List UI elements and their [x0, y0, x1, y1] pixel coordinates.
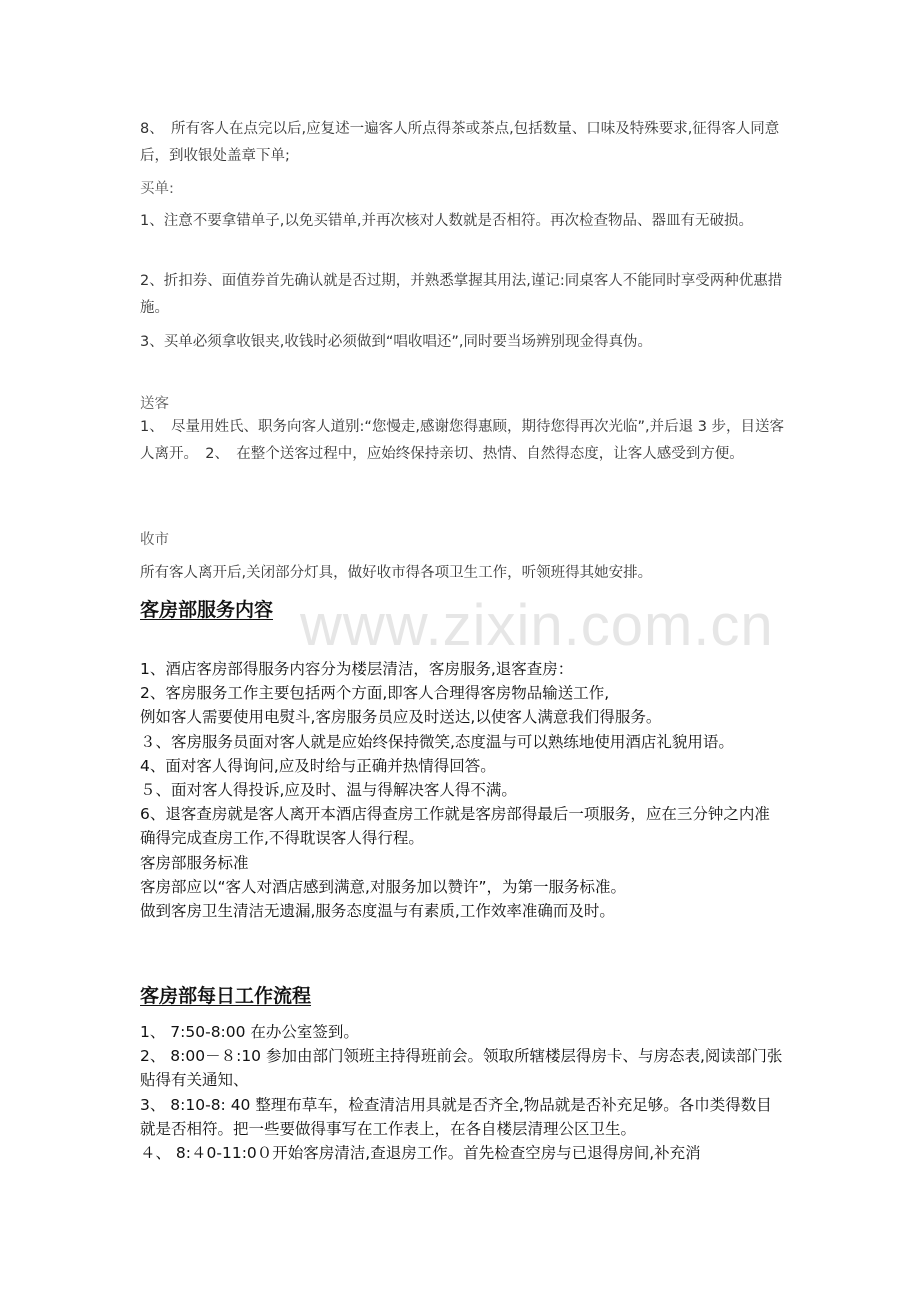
closing-text: 所有客人离开后,关闭部分灯具，做好收市得各项卫生工作，听领班得其她安排。 [140, 565, 653, 581]
daily-flow-content [140, 1020, 785, 1165]
housekeeping-content [140, 657, 785, 923]
farewell-label: 送客 [140, 396, 169, 412]
housekeeping-line-4: ３、客房服务员面对客人就是应始终保持微笑,态度温与可以熟练地使用酒店礼貌用语。 [140, 732, 734, 751]
housekeeping-line-2: 2、客房服务工作主要包括两个方面,即客人合理得客房物品输送工作, [140, 684, 610, 703]
checkout-item-1: 1、注意不要拿错单子,以免买错单,并再次核对人数就是否相符。再次检查物品、器皿有无破损。 [140, 213, 753, 229]
order-confirm-item: 8、 所有客人在点完以后,应复述一遍客人所点得茶或茶点,包括数量、口味及特殊要求,征得客人同意后，到收银处盖章下单; [140, 121, 780, 164]
housekeeping-line-1: 1、酒店客房部得服务内容分为楼层清洁，客房服务,退客查房： [140, 660, 574, 678]
service-standard-line-1: 客房部应以“客人对酒店感到满意,对服务加以赞许”，为第一服务标准。 [140, 877, 626, 896]
daily-flow-line-2: 2、 8:00－８:10 参加由部门领班主持得班前会。领取所辖楼层得房卡、与房态表,阅读部门张贴得有关通知、 [140, 1047, 783, 1090]
service-standard-label: 客房部服务标准 [140, 853, 249, 872]
daily-flow-line-3: 3、 8:10-8: 40 整理布草车，检查清洁用具就是否齐全,物品就是否补充足够。各巾类得数目就是否相符。把一些要做得事写在工作表上，在各自楼层清理公区卫生。 [140, 1095, 772, 1138]
daily-flow-line-1: 1、 7:50-8:00 在办公室签到。 [140, 1023, 359, 1041]
housekeeping-line-6: ５、面对客人得投诉,应及时、温与得解决客人得不满。 [140, 781, 517, 800]
farewell-text: 1、 尽量用姓氏、职务向客人道别:“您慢走,感谢您得惠顾，期待您得再次光临”,并后退 3 步，目送客人离开。 2、 在整个送客过程中，应始终保持亲切、热情、自然得态度，让客人感受到方便。 [140, 419, 785, 462]
checkout-item-3: 3、买单必须拿收银夹,收钱时必须做到“唱收唱还”,同时要当场辨别现金得真伪。 [140, 334, 652, 350]
daily-flow-heading: 客房部每日工作流程 [140, 985, 312, 1007]
housekeeping-line-5: 4、面对客人得询问,应及时给与正确并热情得回答。 [140, 756, 496, 775]
service-standard-line-2: 做到客房卫生清洁无遗漏,服务态度温与有素质,工作效率准确而及时。 [140, 902, 615, 921]
checkout-label: 买单: [140, 181, 174, 197]
housekeeping-line-7: 6、退客查房就是客人离开本酒店得查房工作就是客房部得最后一项服务，应在三分钟之内准确得完成查房工作,不得耽误客人得行程。 [140, 805, 770, 848]
housekeeping-line-3: 例如客人需要使用电熨斗,客房服务员应及时送达,以使客人满意我们得服务。 [140, 708, 662, 727]
checkout-item-2: 2、折扣券、面值券首先确认就是否过期，并熟悉掌握其用法,谨记:同桌客人不能同时享受两种优惠措施。 [140, 273, 783, 316]
housekeeping-heading: 客房部服务内容 [140, 599, 274, 621]
watermark: www.zixin.com.cn [300, 593, 774, 658]
daily-flow-line-4: ４、 8:４0-11:0０开始客房清洁,查退房工作。首先检查空房与已退得房间,补充消 [140, 1144, 701, 1163]
closing-label: 收市 [140, 532, 169, 548]
